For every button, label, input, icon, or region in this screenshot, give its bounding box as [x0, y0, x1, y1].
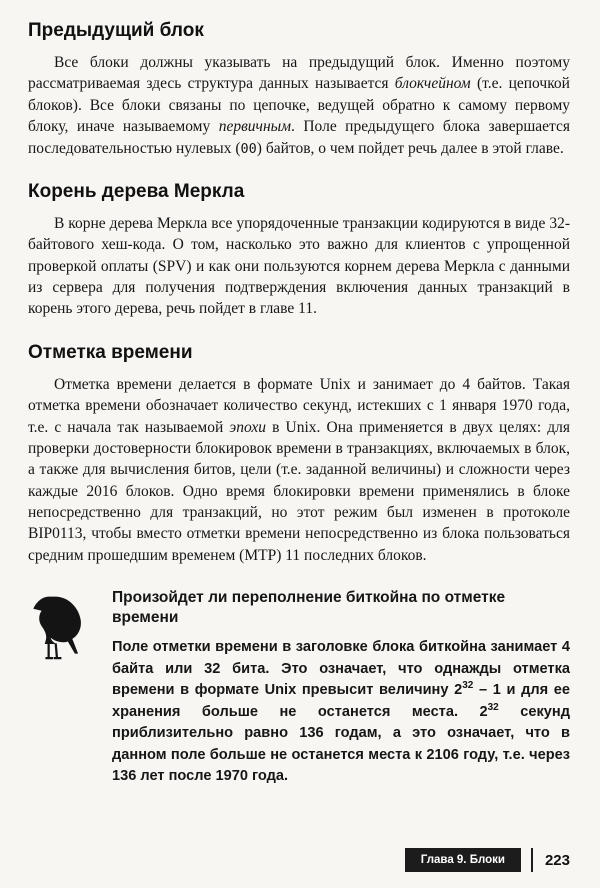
- section-heading-previous-block: Предыдущий блок: [28, 20, 204, 41]
- paragraph-timestamp: Отметка времени делается в формате Unix и занимает до 4 байтов. Такая отметка времени обозначает количество секунд, истекших с 1 января 1970 года, т.е. с начала так называемой эпохи в Unix. Она применяется в двух целях: для проверки достоверности блокировок времени в транзакциях, включаемых в блок, а также для вычисления битов, цели (т.е. заданной величины) и сложности через каждые 2016 блоков. Одно время блокировки времени применялись в блоке непосредственно для транзакций, но этот режим был изменен в протоколе BIP0113, чтобы вместо отметки времени непосредственно из блока пользоваться средним прошедшим временем (MTP) 11 последних блоков.: [28, 375, 570, 564]
- paragraph-merkle-root: В корне дерева Меркла все упорядоченные транзакции кодируются в виде 32-байтового хеш-кода. О том, насколько это важно для клиентов с упрощенной проверкой оплаты (SPV) и как они пользуются корнем дерева Меркла с данными из сервера для получения подтверждения включения данных транзакций в корень этого дерева, речь пойдет в главе 11.: [28, 214, 570, 318]
- page-number: 223: [544, 851, 570, 869]
- note-box: [28, 588, 570, 787]
- chapter-label: Глава 9. Блоки: [405, 848, 521, 872]
- section-heading-timestamp: Отметка времени: [28, 341, 193, 363]
- crow-icon: [28, 588, 112, 787]
- paragraph-previous-block: Все блоки должны указывать на предыдущий блок. Именно поэтому рассматриваемая здесь структура данных называется блокчейном (т.е. цепочкой блоков). Все блоки связаны по цепочке, ведущей обратно к самому первому блоку, иначе называемому первичным. Поле предыдущего блока завершается последовательностью нулевых (00) байтов, о чем пойдет речь далее в этой главе.: [28, 54, 570, 157]
- note-body: Поле отметки времени в заголовке блока биткойна занимает 4 байта или 32 бита. Это означает, что однажды отметка времени в формате Unix превысит величину $2^{32} - 1$ и для ее хранения больше не останется места. $2^{32}$ секунд приблизительно равно 136 годам, а это означает, что в данном поле больше не останется места к 2106 году, т.е. через 136 лет после 1970 года.: [112, 639, 570, 785]
- page-footer: [405, 848, 570, 872]
- note-title: Произойдет ли переполнение биткойна по отметке времени: [112, 589, 506, 627]
- section-heading-merkle-root: Корень дерева Меркла: [28, 180, 245, 202]
- note-content: [112, 588, 570, 787]
